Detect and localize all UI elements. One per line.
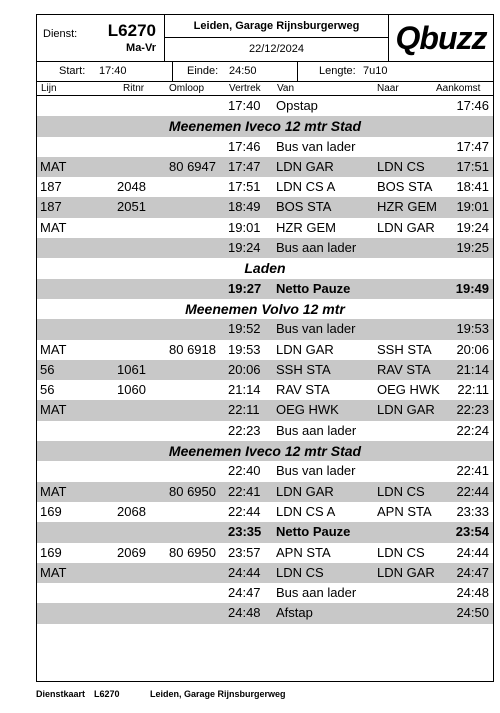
trip-row <box>37 583 493 603</box>
trip-row <box>37 157 493 177</box>
cell-van: Bus van lader <box>276 138 356 154</box>
pause-row <box>37 279 493 299</box>
cell-van: APN STA <box>276 544 331 560</box>
cell-lijn: 56 <box>40 382 55 398</box>
cell-vertrek: 21:14 <box>228 382 261 398</box>
col-vertrek: Vertrek <box>229 83 261 94</box>
duty-times-bar <box>37 62 493 82</box>
cell-vertrek: 23:35 <box>228 524 262 540</box>
cell-lijn: MAT <box>40 483 67 499</box>
cell-aankomst: 22:24 <box>456 422 489 438</box>
cell-aankomst: 23:54 <box>455 524 489 540</box>
cell-lijn: MAT <box>40 219 67 235</box>
trip-row <box>37 502 493 522</box>
cell-vertrek: 17:47 <box>228 158 261 174</box>
start-label: Start: <box>59 65 86 77</box>
cell-aankomst: 17:47 <box>456 138 489 154</box>
cell-naar: LDN CS <box>377 544 425 560</box>
cell-van: BOS STA <box>276 199 332 215</box>
cell-vertrek: 19:53 <box>228 341 261 357</box>
cell-van: SSH STA <box>276 361 331 377</box>
cell-vertrek: 22:40 <box>228 463 261 479</box>
trip-row <box>37 482 493 502</box>
trip-row <box>37 563 493 583</box>
cell-vertrek: 24:44 <box>228 564 261 580</box>
cell-naar: HZR GEM <box>377 199 437 215</box>
cell-van: Bus van lader <box>276 463 356 479</box>
trip-row <box>37 197 493 217</box>
cell-aankomst: 20:06 <box>456 341 489 357</box>
cell-lijn: 187 <box>40 199 62 215</box>
cell-vertrek: 23:57 <box>228 544 261 560</box>
trip-row <box>37 400 493 420</box>
cell-aankomst: 22:11 <box>457 382 489 398</box>
start-time: 17:40 <box>99 65 127 77</box>
cell-omloop: 80 6947 <box>169 158 216 174</box>
duty-card <box>36 14 494 682</box>
cell-ritnr: 1061 <box>117 361 146 377</box>
section-title-row <box>37 299 493 319</box>
garage-cell <box>165 15 389 61</box>
cell-aankomst: 19:01 <box>456 199 489 215</box>
cell-vertrek: 24:48 <box>228 605 261 621</box>
length-label: Lengte: <box>319 65 356 77</box>
cell-van: Bus van lader <box>276 321 356 337</box>
cell-lijn: MAT <box>40 341 67 357</box>
trip-row <box>37 380 493 400</box>
trip-row <box>37 218 493 238</box>
col-van: Van <box>277 83 295 94</box>
cell-naar: LDN CS <box>377 483 425 499</box>
cell-van: LDN GAR <box>276 483 334 499</box>
col-aankomst: Aankomst <box>436 83 481 94</box>
cell-van: LDN CS A <box>276 503 336 519</box>
trip-row <box>37 137 493 157</box>
cell-vertrek: 22:11 <box>228 402 260 418</box>
cell-omloop: 80 6950 <box>169 483 216 499</box>
cell-ritnr: 2048 <box>117 179 146 195</box>
cell-van: OEG HWK <box>276 402 339 418</box>
cell-van: Bus aan lader <box>276 422 357 438</box>
duty-id: L6270 <box>107 21 156 40</box>
trip-row <box>37 177 493 197</box>
trip-row <box>37 96 493 116</box>
footer-label: Dienstkaart <box>36 689 86 699</box>
column-headers <box>37 82 493 96</box>
cell-aankomst: 19:53 <box>456 321 489 337</box>
section-title: Laden <box>244 260 286 277</box>
cell-naar: APN STA <box>377 503 432 519</box>
trip-row <box>37 360 493 380</box>
cell-van: RAV STA <box>276 382 330 398</box>
pause-row <box>37 522 493 542</box>
section-title: Meenemen Volvo 12 mtr <box>185 300 345 317</box>
trip-row <box>37 603 493 623</box>
cell-van: LDN GAR <box>276 341 334 357</box>
cell-vertrek: 17:46 <box>228 138 261 154</box>
cell-aankomst: 24:44 <box>456 544 489 560</box>
card-header <box>37 15 493 62</box>
col-ritnr: Ritnr <box>123 83 145 94</box>
cell-aankomst: 19:49 <box>455 280 489 296</box>
cell-naar: RAV STA <box>377 361 431 377</box>
trip-row <box>37 340 493 360</box>
end-time: 24:50 <box>229 65 257 77</box>
cell-naar: LDN GAR <box>377 219 435 235</box>
cell-van: Opstap <box>276 98 318 113</box>
logo-cell <box>389 15 493 61</box>
trip-row <box>37 421 493 441</box>
cell-aankomst: 18:41 <box>456 179 489 195</box>
cell-naar: SSH STA <box>377 341 432 357</box>
cell-van: LDN CS A <box>276 179 336 195</box>
end-label: Einde: <box>187 65 219 77</box>
section-title-row <box>37 116 493 136</box>
cell-lijn: 169 <box>40 544 62 560</box>
section-title: Meenemen Iveco 12 mtr Stad <box>168 443 362 460</box>
trip-row <box>37 543 493 563</box>
cell-vertrek: 19:01 <box>228 219 261 235</box>
section-title-row <box>37 258 493 278</box>
cell-van: Bus aan lader <box>276 585 357 601</box>
cell-aankomst: 22:44 <box>456 483 489 499</box>
cell-aankomst: 17:51 <box>456 158 489 174</box>
cell-ritnr: 2068 <box>117 503 146 519</box>
section-title-row <box>37 441 493 461</box>
cell-lijn: MAT <box>40 564 67 580</box>
cell-aankomst: 19:24 <box>456 219 489 235</box>
cell-vertrek: 24:47 <box>228 585 261 601</box>
cell-van: LDN GAR <box>276 158 334 174</box>
cell-vertrek: 19:52 <box>228 321 261 337</box>
footer-id: L6270 <box>94 689 120 699</box>
trip-row <box>37 238 493 258</box>
cell-vertrek: 22:44 <box>228 503 261 519</box>
cell-lijn: MAT <box>40 158 67 174</box>
cell-naar: LDN GAR <box>377 402 435 418</box>
col-omloop: Omloop <box>169 83 205 94</box>
cell-vertrek: 19:24 <box>228 240 261 256</box>
cell-aankomst: 19:25 <box>456 240 489 256</box>
cell-aankomst: 22:23 <box>456 402 489 418</box>
cell-van: Netto Pauze <box>276 280 351 296</box>
cell-vertrek: 18:49 <box>228 199 261 215</box>
cell-vertrek: 17:51 <box>228 179 261 195</box>
duty-cell <box>37 15 165 61</box>
cell-naar: LDN GAR <box>377 564 435 580</box>
cell-naar: BOS STA <box>377 179 433 195</box>
col-lijn: Lijn <box>41 83 57 94</box>
cell-vertrek: 22:23 <box>228 422 261 438</box>
cell-van: Afstap <box>276 605 313 621</box>
cell-aankomst: 24:48 <box>456 585 489 601</box>
cell-aankomst: 22:41 <box>456 463 489 479</box>
cell-ritnr: 2051 <box>117 199 146 215</box>
cell-naar: OEG HWK <box>377 382 440 398</box>
cell-van: Netto Pauze <box>276 524 351 540</box>
cell-naar: LDN CS <box>377 158 425 174</box>
col-naar: Naar <box>377 83 399 94</box>
garage-name: Leiden, Garage Rijnsburgerweg <box>165 15 388 38</box>
cell-ritnr: 1060 <box>117 382 146 398</box>
cell-lijn: 187 <box>40 179 62 195</box>
cell-aankomst: 24:50 <box>456 605 489 621</box>
length-value: 7u10 <box>363 65 388 77</box>
cell-lijn: MAT <box>40 402 67 418</box>
cell-van: Bus aan lader <box>276 240 357 256</box>
cell-aankomst: 23:33 <box>456 503 489 519</box>
cell-van: LDN CS <box>276 564 324 580</box>
cell-vertrek: 17:40 <box>228 98 261 113</box>
trip-row <box>37 461 493 481</box>
section-title: Meenemen Iveco 12 mtr Stad <box>168 118 362 135</box>
footer-garage: Leiden, Garage Rijnsburgerweg <box>150 689 286 699</box>
duty-label: Dienst: <box>43 28 78 40</box>
cell-van: HZR GEM <box>276 219 336 235</box>
duty-days: Ma-Vr <box>126 42 156 54</box>
cell-lijn: 56 <box>40 361 55 377</box>
cell-vertrek: 19:27 <box>228 280 262 296</box>
cell-omloop: 80 6950 <box>169 544 216 560</box>
schedule-rows <box>37 96 493 624</box>
cell-omloop: 80 6918 <box>169 341 216 357</box>
cell-aankomst: 21:14 <box>456 361 489 377</box>
cell-aankomst: 17:46 <box>456 98 489 113</box>
cell-aankomst: 24:47 <box>456 564 489 580</box>
duty-date: 22/12/2024 <box>248 43 305 55</box>
cell-vertrek: 22:41 <box>228 483 261 499</box>
cell-ritnr: 2069 <box>117 544 146 560</box>
trip-row <box>37 319 493 339</box>
cell-vertrek: 20:06 <box>228 361 261 377</box>
qbuzz-logo: Qbuzz <box>395 20 487 56</box>
cell-lijn: 169 <box>40 503 62 519</box>
